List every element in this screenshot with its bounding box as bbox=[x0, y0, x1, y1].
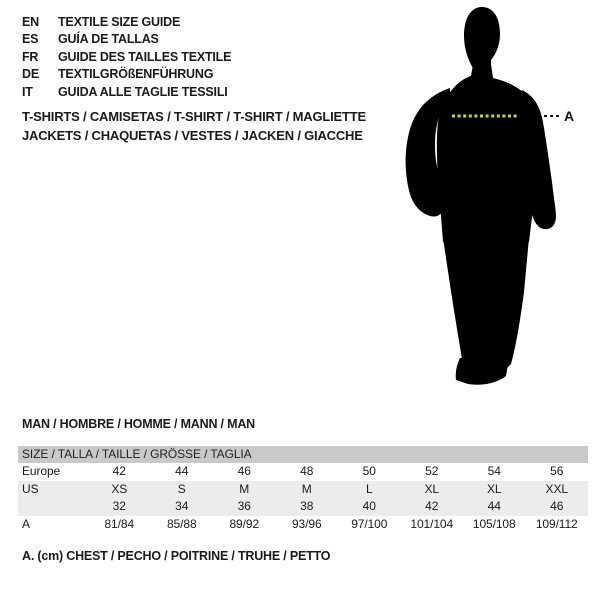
table-cell: 42 bbox=[112, 464, 126, 478]
category-line-jackets: JACKETS / CHAQUETAS / VESTES / JACKEN / GIACCHE bbox=[22, 127, 363, 143]
row-label: Europe bbox=[22, 464, 61, 478]
table-cell: XL bbox=[424, 481, 439, 496]
lang-label: GUÍA DE TALLAS bbox=[58, 32, 159, 47]
lang-code: DE bbox=[22, 67, 39, 82]
table-cell: 52 bbox=[425, 464, 439, 478]
language-guide-list bbox=[22, 13, 231, 101]
lang-code: FR bbox=[22, 49, 39, 64]
table-cell: 109/112 bbox=[535, 516, 578, 531]
table-cell: 93/96 bbox=[291, 516, 322, 531]
table-cell: 46 bbox=[550, 499, 564, 513]
table-cell: 46 bbox=[237, 464, 251, 478]
table-cell: M bbox=[301, 481, 312, 496]
lang-code: ES bbox=[22, 32, 39, 47]
lang-row-es bbox=[22, 31, 231, 49]
table-cell: S bbox=[177, 481, 186, 496]
lang-label: GUIDE DES TAILLES TEXTILE bbox=[58, 49, 232, 64]
man-silhouette bbox=[398, 0, 598, 392]
table-row-europe bbox=[18, 463, 588, 481]
row-label: US bbox=[22, 481, 39, 496]
table-cell: 36 bbox=[237, 499, 251, 513]
table-cell: 85/88 bbox=[166, 516, 197, 531]
table-cell: 44 bbox=[487, 499, 501, 513]
table-cell: XXL bbox=[545, 481, 568, 496]
table-cell: XS bbox=[111, 481, 128, 496]
silhouette-shoe bbox=[456, 358, 509, 385]
measurement-footnote: A. (cm) CHEST / PECHO / POITRINE / TRUHE / PETTO bbox=[22, 549, 331, 563]
size-table-header: SIZE / TALLA / TAILLE / GRÖSSE / TAGLIA bbox=[18, 446, 588, 463]
lang-row-en bbox=[22, 13, 231, 31]
row-label bbox=[18, 498, 88, 516]
measure-label-a: A bbox=[564, 108, 575, 124]
lang-label: TEXTILGRÖßENFÜHRUNG bbox=[58, 67, 214, 82]
table-cell: XL bbox=[487, 481, 502, 496]
silhouette-legs bbox=[443, 238, 529, 370]
table-cell: 101/104 bbox=[410, 516, 454, 531]
table-cell: 38 bbox=[300, 499, 314, 513]
table-cell: 89/92 bbox=[229, 516, 260, 531]
section-title-man: MAN / HOMBRE / HOMME / MANN / MAN bbox=[22, 417, 255, 431]
table-cell: 48 bbox=[300, 464, 314, 478]
lang-code: EN bbox=[22, 14, 39, 29]
table-cell: 105/108 bbox=[472, 516, 516, 531]
category-line-tshirts: T-SHIRTS / CAMISETAS / T-SHIRT / T-SHIRT / MAGLIETTE bbox=[22, 109, 366, 124]
lang-code: IT bbox=[22, 84, 33, 99]
man-silhouette-figure bbox=[398, 0, 598, 392]
lang-label: GUIDA ALLE TAGLIE TESSILI bbox=[58, 84, 228, 99]
table-cell: 42 bbox=[425, 499, 439, 513]
lang-label: TEXTILE SIZE GUIDE bbox=[58, 14, 181, 29]
table-row-a-chest bbox=[18, 516, 588, 534]
table-cell: 54 bbox=[487, 464, 501, 478]
table-cell: 34 bbox=[175, 499, 189, 513]
size-table bbox=[18, 446, 588, 533]
table-cell: L bbox=[365, 481, 373, 496]
table-row-numeric bbox=[18, 498, 588, 516]
lang-row-de bbox=[22, 66, 231, 84]
table-cell: 81/84 bbox=[104, 516, 135, 531]
table-cell: 32 bbox=[112, 499, 126, 513]
table-cell: 56 bbox=[550, 464, 564, 478]
lang-row-it bbox=[22, 83, 231, 101]
table-cell: 50 bbox=[362, 464, 376, 478]
row-label: A bbox=[22, 516, 30, 531]
garment-categories bbox=[22, 108, 366, 145]
lang-row-fr bbox=[22, 48, 231, 66]
table-cell: 44 bbox=[175, 464, 189, 478]
table-cell: 97/100 bbox=[351, 516, 388, 531]
table-cell: 40 bbox=[362, 499, 376, 513]
table-cell: M bbox=[239, 481, 250, 496]
silhouette-head bbox=[464, 7, 500, 68]
table-row-us bbox=[18, 481, 588, 499]
